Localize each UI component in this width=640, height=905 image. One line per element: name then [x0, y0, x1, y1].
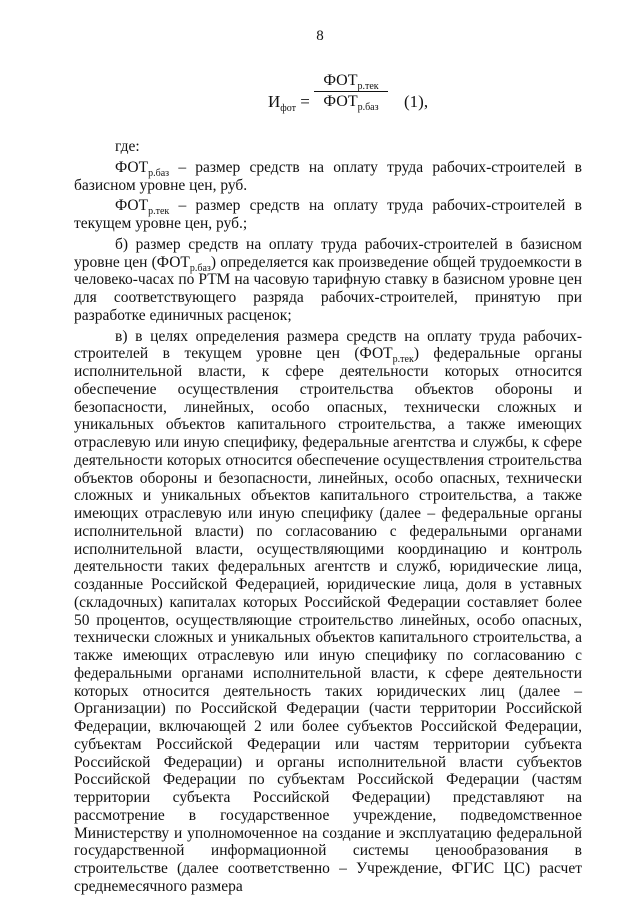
item-v-symbol: ФОТ — [359, 345, 393, 363]
item-v-text-post: ) федеральные органы исполнительной власти, к сфере деятельности которых относится обеспечение осуществления строительства объектов обороны и безопасности, линейных, особо опасных, технически сложных и уникальных объектов капитального строительства, а также имеющих отраслевую или иную специфику, федеральные агентства и службы, к сфере деятельности которых относится обеспечение осуществления строительства объектов обороны и безопасности, линейных, особо опасных, технически сложных и уникальных объектов капитального строительства, а также имеющих отраслевую или иную специфику (далее – федеральные органы исполнительной власти) по согласованию с федеральными органами исполнительной власти, осуществляющими координацию и контроль деятельности таких федеральных агентств и служб, юридические лица, созданные Российской Федерацией, юридические лица, доля в уставных (складочных) капиталах которых Российской Федерации составляет более 50 процентов, осуществляющие строительство линейных, особо опасных, технически сложных и уникальных объектов капитального строительства, а также имеющих отраслевую или иную специфику по согласованию с федеральными органами исполнительной власти, к сфере деятельности которых относится деятельность таких юридических лиц (далее – Организации) по Российской Федерации (части территории Российской Федерации, включающей 2 или более субъектов Российской Федерации, субъектам Российской Федерации или частям территории субъекта Российской Федерации) и органы исполнительной власти субъектов Российской Федерации по субъектам Российской Федерации (частям территории субъекта Российской Федерации) представляют на рассмотрение в государственное учреждение, подведомственное Министерству и уполномоченное на создание и эксплуатацию федеральной государственной информационной системы ценообразования в строительстве (далее соответственно – Учреждение, ФГИС ЦС) расчет среднемесячного размера — [74, 345, 582, 895]
formula-denominator — [314, 93, 388, 111]
item-b-text-pre: б) размер средств на оплату труда рабочих-строителей в базисном уровне цен ( — [74, 235, 582, 271]
item-b-symbol: ФОТ — [156, 253, 190, 271]
equation-number: (1), — [404, 92, 429, 111]
definition-fot-tek — [74, 197, 582, 233]
formula-lhs: $И_{фот}$ = — [268, 92, 310, 114]
numerator-sub: р.тек — [357, 81, 379, 92]
denominator-sub: р.баз — [357, 102, 379, 113]
formula-lhs-sub: фот — [280, 103, 296, 114]
definition-symbol: ФОТ — [115, 158, 149, 176]
paragraph-item-b — [74, 236, 582, 325]
denominator-base: ФОТ — [323, 93, 358, 110]
definition-fot-baz — [74, 159, 582, 195]
body-text — [74, 138, 582, 896]
definition-symbol: ФОТ — [115, 197, 149, 215]
formula-numerator — [314, 72, 388, 90]
formula-fraction — [314, 72, 388, 111]
definition-symbol-sub: р.тек — [148, 206, 170, 218]
item-b-text-post: ) определяется как произведение общей трудоемкости в человеко-часах по РТМ на часовую тарифную ставку в базисном уровне цен для соответствующего разряда рабочих-строителей, принятую при разработке единичных расценок; — [74, 253, 583, 324]
numerator-base: ФОТ — [323, 72, 358, 89]
item-v-text-pre: в) в целях определения размера средств на оплату труда рабочих-строителей в текущем уровне цен ( — [74, 327, 582, 363]
formula-lhs-base: И — [268, 92, 281, 111]
item-b-symbol-sub: р.баз — [189, 262, 211, 274]
where-label: где: — [115, 138, 140, 155]
definition-text: – размер средств на оплату труда рабочих-строителей в базисном уровне цен, руб. — [74, 158, 582, 194]
definition-symbol-sub: р.баз — [148, 167, 170, 179]
item-v-symbol-sub: р.тек — [392, 354, 414, 366]
paragraph-item-v — [74, 328, 582, 896]
definition-text: – размер средств на оплату труда рабочих-строителей в текущем уровне цен, руб.; — [74, 197, 582, 232]
page-number: 8 — [316, 28, 324, 44]
